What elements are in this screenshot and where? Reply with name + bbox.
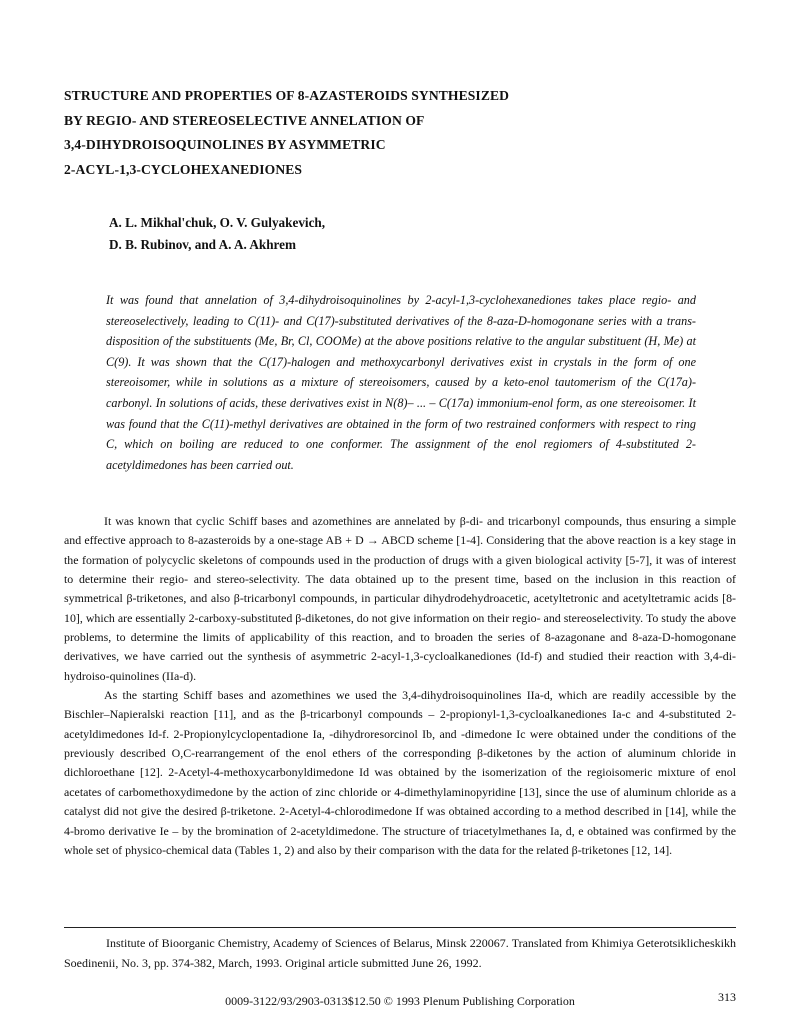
body-paragraph: It was known that cyclic Schiff bases and azomethines are annelated by β-di- and tricarbonyl compounds, thus ensuring a simple and effective approach to 8-azasteroids by a one-stage AB + D → ABCD scheme [1-4]. Considering that the above reaction is a key stage in the formation of polycyclic skeletons of compounds used in the production of drugs with a given biological activity [5-7], it was of interest to determine their regio- and stereo-selectivity. The data obtained up to the present time, based on the inclusion in this reaction of symmetrical β-triketones, and also β-tricarbonyl compounds, in particular dihydrodehydroacetic, acetyltetronic and acetyltetramic acids [8-10], which are essentially 2-carboxy-substituted β-diketones, do not give information on their regio- and stereoselectivity. To study the above problems, to determine the limits of applicability of this reaction, and to broaden the series of 8-azagonane and 8-aza-D-homogonane derivatives, we have carried out the synthesis of asymmetric 2-acyl-1,3-cycloalkanediones (Id-f) and studied their reaction with 3,4-di-hydroiso-quinolines (IIa-d). — [64, 514, 736, 683]
title-line: 3,4-DIHYDROISOQUINOLINES BY ASYMMETRIC — [64, 137, 386, 152]
footnote-divider — [64, 927, 736, 928]
author-list — [109, 212, 609, 256]
article-title — [64, 84, 704, 182]
body-paragraph: As the starting Schiff bases and azomethines we used the 3,4-dihydroisoquinolines IIa-d, which are readily accessible by the Bischler–Napieralski reaction [11], and as the β-tricarbonyl compounds – 2-propionyl-1,3-cycloalkanediones Ia-c and 4-substituted 2-acetyldimedones Id-f. 2-Propionylcyclopentadione Ia, -dihydroresorcinol Ib, and -dimedone Ic were obtained under the conditions of the previously described O,C-rearrangement of the enol ethers of the corresponding β-diketones by the action of aluminum chloride in dichloroethane [12]. 2-Acetyl-4-methoxycarbonyldimedone Id was obtained by the isomerization of the regioisomeric mixture of enol acetates of carbomethoxydimedone by the action of zinc chloride or 4-dimethylaminopyridine [13], since the use of aluminum chloride as a catalyst did not give the desired β-triketone. 2-Acetyl-4-chlorodimedone If was obtained according to a method described in [14], while the 4-bromo derivative Ie – by the bromination of 2-acetyldimedone. The structure of triacetylmethanes Ia, d, e obtained was confirmed by the whole set of physico-chemical data (Tables 1, 2) and also by their comparison with the data for the related β-triketones [12, 14]. — [64, 688, 736, 857]
title-line: BY REGIO- AND STEREOSELECTIVE ANNELATION OF — [64, 112, 425, 128]
abstract — [106, 290, 696, 475]
abstract-text: It was found that annelation of 3,4-dihydroisoquinolines by 2-acyl-1,3-cyclohexanediones takes place regio- and stereoselectively, leading to C(11)- and C(17)-substituted derivatives of the 8-aza-D-homogonane series with a trans-disposition of the substituents (Me, Br, Cl, COOMe) at the above positions relative to the angular substituent (H, Me) at C(9). It was shown that the C(17)-halogen and methoxycarbonyl derivatives exist in crystals in the form of one stereoisomer, while in solutions as a mixture of stereoisomers, caused by a keto-enol tautomerism of the C(17a)-carbonyl. In solutions of acids, these derivatives exist in N(8)– ... – C(17a) immonium-enol form, as one stereoisomer. It was found that the C(11)-methyl derivatives are obtained in the form of two restrained conformers with respect to ring C, which on boiling are reduced to one conformer. The assignment of the enol regiomers of 4-substituted 2-acetyldimedones has been carried out. — [106, 293, 696, 472]
title-line: 2-ACYL-1,3-CYCLOHEXANEDIONES — [64, 161, 303, 177]
author-line: A. L. Mikhal'chuk, O. V. Gulyakevich, — [109, 215, 326, 230]
page-number: 313 — [718, 990, 736, 1004]
author-line: D. B. Rubinov, and A. A. Akhrem — [109, 237, 297, 252]
body-text — [64, 512, 736, 860]
title-line: STRUCTURE AND PROPERTIES OF 8-AZASTEROIDS SYNTHESIZED — [64, 88, 510, 103]
copyright-line: 0009-3122/93/2903-0313$12.50 © 1993 Plenum Publishing Corporation — [225, 994, 575, 1008]
affiliation-footnote: Institute of Bioorganic Chemistry, Academy of Sciences of Belarus, Minsk 220067. Translated from Khimiya Geterotsiklicheskikh Soedinenii, No. 3, pp. 374-382, March, 1993. Original article submitted June 26, 1992. — [64, 936, 736, 970]
page-footer — [64, 990, 736, 1009]
